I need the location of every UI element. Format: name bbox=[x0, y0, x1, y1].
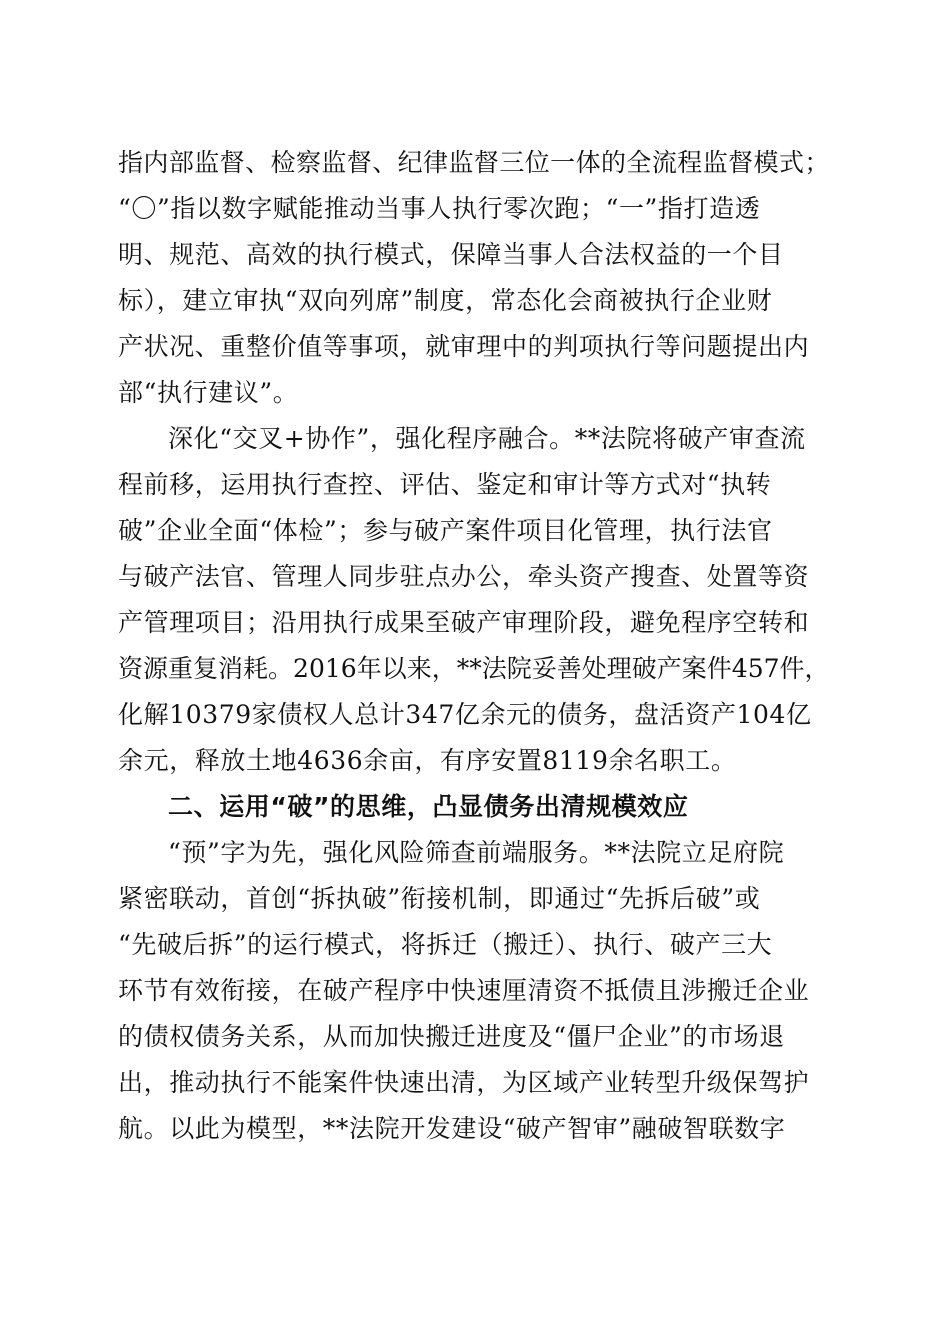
text-line: 的债权债务关系，从而加快搬迁进度及“僵尸企业”的市场退 bbox=[118, 1022, 785, 1051]
text-line: 余元，释放土地4636余亩，有序安置8119余名职工。 bbox=[118, 746, 737, 775]
text-line: 程前移，运用执行查控、评估、鉴定和审计等方式对“执转 bbox=[118, 470, 772, 499]
text-line: 出，推动执行不能案件快速出清，为区域产业转型升级保驾护 bbox=[118, 1068, 810, 1097]
text-line: 化解10379家债权人总计347亿余元的债务，盘活资产104亿 bbox=[118, 700, 812, 729]
text-line: “先破后拆”的运行模式，将拆迁（搬迁）、执行、破产三大 bbox=[118, 930, 773, 959]
text-line: 标），建立审执“双向列席”制度，常态化会商被执行企业财 bbox=[118, 286, 773, 315]
text-line: “预”字为先，强化风险筛查前端服务。**法院立足府院 bbox=[168, 838, 785, 867]
text-line: 紧密联动，首创“拆执破”衔接机制，即通过“先拆后破”或 bbox=[118, 884, 761, 913]
text-line: 部“执行建议”。 bbox=[118, 378, 299, 407]
document-body bbox=[118, 140, 830, 1152]
text-line: “〇”指以数字赋能推动当事人执行零次跑；“一”指打造透 bbox=[118, 194, 761, 223]
text-line: 与破产法官、管理人同步驻点办公，牵头资产搜查、处置等资 bbox=[118, 562, 810, 591]
text-line: 航。以此为模型，**法院开发建设“破产智审”融破智联数字 bbox=[118, 1114, 786, 1143]
text-line: 资源重复消耗。2016年以来，**法院妥善处理破产案件457件， bbox=[118, 654, 830, 683]
text-line: 环节有效衔接，在破产程序中快速厘清资不抵债且涉搬迁企业 bbox=[118, 976, 810, 1005]
text-line: 深化“交叉+协作”，强化程序融合。**法院将破产审查流 bbox=[168, 424, 806, 453]
text-line: 指内部监督、检察监督、纪律监督三位一体的全流程监督模式； bbox=[118, 148, 830, 177]
section-heading: 二、运用“破”的思维，凸显债务出清规模效应 bbox=[168, 792, 689, 821]
text-line: 产状况、重整价值等事项，就审理中的判项执行等问题提出内 bbox=[118, 332, 810, 361]
text-line: 明、规范、高效的执行模式，保障当事人合法权益的一个目 bbox=[118, 240, 784, 269]
text-line: 破”企业全面“体检”；参与破产案件项目化管理，执行法官 bbox=[118, 516, 773, 545]
text-line: 产管理项目；沿用执行成果至破产审理阶段，避免程序空转和 bbox=[118, 608, 810, 637]
